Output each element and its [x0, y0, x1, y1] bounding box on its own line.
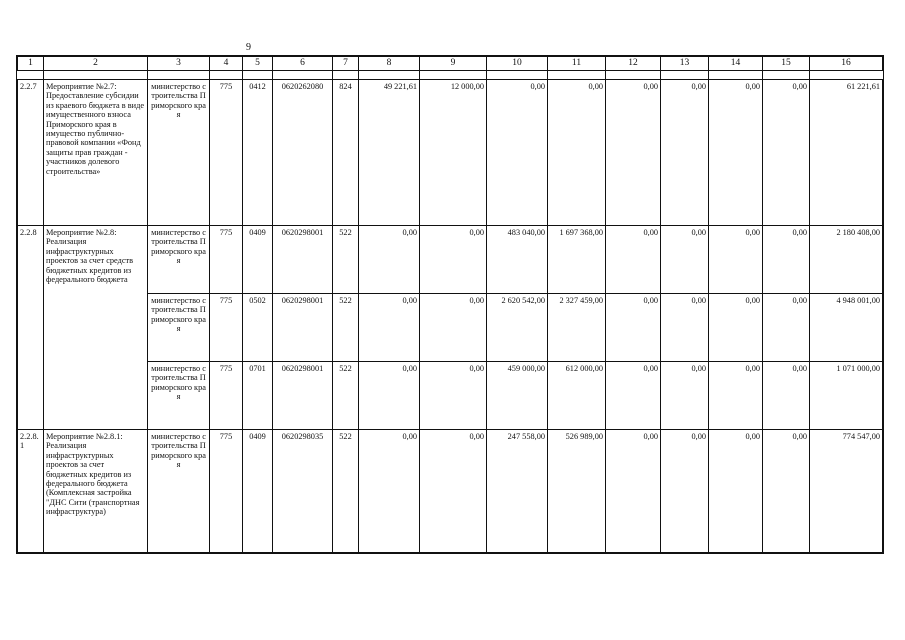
- header-cell: 4: [210, 57, 243, 71]
- cell-col4: 775: [210, 226, 243, 294]
- row-name: Мероприятие №2.8: Реализация инфраструктурных проектов за счет средств бюджетных кредитов из федерального бюджета: [44, 226, 148, 430]
- row-code: 2.2.8: [18, 226, 44, 430]
- header-cell: 16: [810, 57, 883, 71]
- header-cell: 7: [333, 57, 359, 71]
- cell-col16: 774 547,00: [810, 430, 883, 553]
- cell-col14: 0,00: [709, 80, 763, 226]
- cell-col14: 0,00: [709, 294, 763, 362]
- cell-col10: 483 040,00: [487, 226, 548, 294]
- header-cell: 10: [487, 57, 548, 71]
- cell-col10: 459 000,00: [487, 362, 548, 430]
- cell-col7: 824: [333, 80, 359, 226]
- cell-col5: 0409: [243, 430, 273, 553]
- cell-col7: 522: [333, 226, 359, 294]
- cell-col10: 247 558,00: [487, 430, 548, 553]
- cell-col8: 0,00: [359, 362, 420, 430]
- row-org: министерство строительства Приморского края: [148, 430, 210, 553]
- cell-col13: 0,00: [661, 80, 709, 226]
- cell-col7: 522: [333, 430, 359, 553]
- cell-col16: 4 948 001,00: [810, 294, 883, 362]
- row-code: 2.2.7: [18, 80, 44, 226]
- header-cell: 6: [273, 57, 333, 71]
- cell-col14: 0,00: [709, 362, 763, 430]
- table-row: [18, 294, 883, 362]
- row-code: 2.2.8.1: [18, 430, 44, 553]
- table-header-row: [18, 57, 883, 71]
- cell-col5: 0701: [243, 362, 273, 430]
- header-cell: 1: [18, 57, 44, 71]
- cell-col8: 0,00: [359, 430, 420, 553]
- header-cell: 9: [420, 57, 487, 71]
- cell-col13: 0,00: [661, 226, 709, 294]
- cell-col4: 775: [210, 362, 243, 430]
- cell-col9: 0,00: [420, 362, 487, 430]
- cell-col14: 0,00: [709, 430, 763, 553]
- cell-col6: 0620298001: [273, 362, 333, 430]
- cell-col15: 0,00: [763, 430, 810, 553]
- table-row: [18, 80, 883, 226]
- cell-col9: 0,00: [420, 226, 487, 294]
- cell-col12: 0,00: [606, 294, 661, 362]
- cell-col10: 0,00: [487, 80, 548, 226]
- cell-col13: 0,00: [661, 362, 709, 430]
- header-cell: 11: [548, 57, 606, 71]
- cell-col6: 0620262080: [273, 80, 333, 226]
- row-org: министерство строительства Приморского края: [148, 362, 210, 430]
- cell-col8: 0,00: [359, 226, 420, 294]
- cell-col4: 775: [210, 430, 243, 553]
- cell-col9: 12 000,00: [420, 80, 487, 226]
- table-row: [18, 362, 883, 430]
- row-org: министерство строительства Приморского края: [148, 80, 210, 226]
- cell-col9: 0,00: [420, 430, 487, 553]
- cell-col13: 0,00: [661, 294, 709, 362]
- cell-col11: 0,00: [548, 80, 606, 226]
- cell-col6: 0620298001: [273, 294, 333, 362]
- page-number: 9: [246, 42, 251, 53]
- cell-col11: 2 327 459,00: [548, 294, 606, 362]
- table-row: [18, 430, 883, 553]
- cell-col8: 0,00: [359, 294, 420, 362]
- header-cell: 8: [359, 57, 420, 71]
- cell-col14: 0,00: [709, 226, 763, 294]
- row-org: министерство строительства Приморского края: [148, 226, 210, 294]
- cell-col11: 1 697 368,00: [548, 226, 606, 294]
- cell-col15: 0,00: [763, 80, 810, 226]
- cell-col5: 0409: [243, 226, 273, 294]
- table-row: [18, 226, 883, 294]
- cell-col16: 2 180 408,00: [810, 226, 883, 294]
- cell-col9: 0,00: [420, 294, 487, 362]
- row-org: министерство строительства Приморского края: [148, 294, 210, 362]
- cell-col10: 2 620 542,00: [487, 294, 548, 362]
- budget-table: [17, 56, 883, 553]
- header-cell: 15: [763, 57, 810, 71]
- cell-col15: 0,00: [763, 226, 810, 294]
- cell-col11: 526 989,00: [548, 430, 606, 553]
- cell-col7: 522: [333, 362, 359, 430]
- cell-col11: 612 000,00: [548, 362, 606, 430]
- cell-col12: 0,00: [606, 430, 661, 553]
- cell-col15: 0,00: [763, 294, 810, 362]
- cell-col12: 0,00: [606, 226, 661, 294]
- cell-col5: 0502: [243, 294, 273, 362]
- cell-col16: 61 221,61: [810, 80, 883, 226]
- cell-col12: 0,00: [606, 80, 661, 226]
- cell-col5: 0412: [243, 80, 273, 226]
- cell-col4: 775: [210, 294, 243, 362]
- row-name: Мероприятие №2.8.1: Реализация инфраструктурных проектов за счет бюджетных кредитов из федерального бюджета (Комплексная застройка "ДНС Сити (транспортная инфраструктура): [44, 430, 148, 553]
- row-name: Мероприятие №2.7: Предоставление субсидии из краевого бюджета в виде имущественного взноса Приморского края в имущество публично-правовой компании «Фонд защиты прав граждан - участников долевого строительства»: [44, 80, 148, 226]
- cell-col13: 0,00: [661, 430, 709, 553]
- cell-col4: 775: [210, 80, 243, 226]
- cell-col15: 0,00: [763, 362, 810, 430]
- cell-col8: 49 221,61: [359, 80, 420, 226]
- cell-col6: 0620298035: [273, 430, 333, 553]
- header-cell: 13: [661, 57, 709, 71]
- header-cell: 2: [44, 57, 148, 71]
- header-cell: 12: [606, 57, 661, 71]
- cell-col7: 522: [333, 294, 359, 362]
- header-cell: 3: [148, 57, 210, 71]
- cell-col16: 1 071 000,00: [810, 362, 883, 430]
- header-cell: 5: [243, 57, 273, 71]
- header-gap: [18, 71, 883, 80]
- header-cell: 14: [709, 57, 763, 71]
- cell-col12: 0,00: [606, 362, 661, 430]
- cell-col6: 0620298001: [273, 226, 333, 294]
